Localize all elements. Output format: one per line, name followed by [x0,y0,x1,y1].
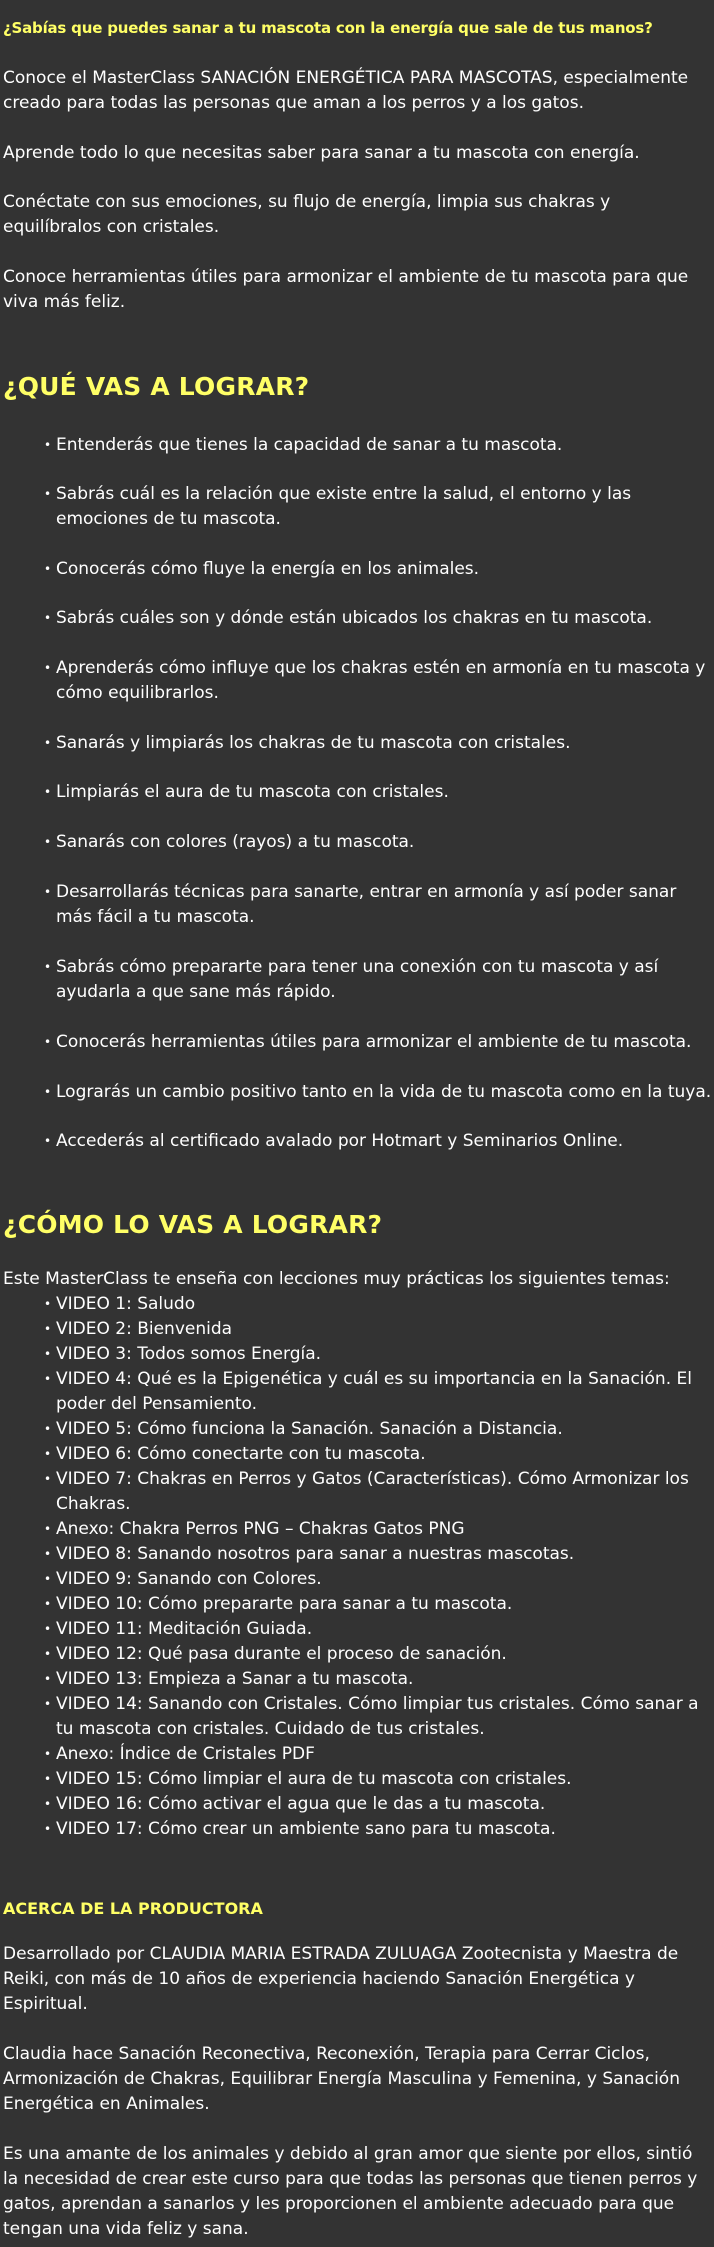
goal-item: • Lograrás un cambio positivo tanto en la vida de tu mascota como en la tuya. [44,1080,714,1105]
intro-paragraph-3: Conéctate con sus emociones, su flujo de energía, limpia sus chakras y equilíbralos con cristales. [3,192,611,237]
method-heading: ¿CÓMO LO VAS A LOGRAR? [3,1210,383,1239]
video-item: • VIDEO 16: Cómo activar el agua que le das a tu mascota. [44,1792,714,1817]
video-item: • VIDEO 7: Chakras en Perros y Gatos (Características). Cómo Armonizar los Chakras. [44,1467,714,1517]
video-item: • VIDEO 12: Qué pasa durante el proceso de sanación. [44,1642,714,1667]
video-item: • VIDEO 2: Bienvenida [44,1317,714,1342]
goal-item: • Entenderás que tienes la capacidad de sanar a tu mascota. [44,433,714,458]
goal-item: • Sabrás cuáles son y dónde están ubicados los chakras en tu mascota. [44,606,714,631]
video-item: • VIDEO 9: Sanando con Colores. [44,1567,714,1592]
goal-item: • Aprenderás cómo influye que los chakras estén en armonía en tu mascota y cómo equilibrarlos. [44,656,714,706]
goal-item: • Sabrás cómo prepararte para tener una conexión con tu mascota y así ayudarla a que sane más rápido. [44,955,714,1005]
producer-paragraph-1: Desarrollado por CLAUDIA MARIA ESTRADA ZULUAGA Zootecnista y Maestra de Reiki, con más de 10 años de experiencia haciendo Sanación Energética y Espiritual. [3,1944,679,2014]
intro-paragraph-4: Conoce herramientas útiles para armonizar el ambiente de tu mascota para que viva más feliz. [3,267,689,312]
goal-item: • Sanarás con colores (rayos) a tu mascota. [44,830,714,855]
intro-paragraph-2: Aprende todo lo que necesitas saber para sanar a tu mascota con energía. [3,143,640,163]
video-item: • VIDEO 4: Qué es la Epigenética y cuál es su importancia en la Sanación. El poder del Pensamiento. [44,1367,714,1417]
goal-item: • Sabrás cuál es la relación que existe entre la salud, el entorno y las emociones de tu mascota. [44,482,714,532]
video-item: • VIDEO 17: Cómo crear un ambiente sano para tu mascota. [44,1817,714,1842]
intro-heading: ¿Sabías que puedes sanar a tu mascota con la energía que sale de tus manos? [3,19,653,37]
video-item: • VIDEO 14: Sanando con Cristales. Cómo limpiar tus cristales. Cómo sanar a tu mascota con cristales. Cuidado de tus cristales. [44,1692,714,1742]
video-item: • VIDEO 5: Cómo funciona la Sanación. Sanación a Distancia. [44,1417,714,1442]
video-item: • VIDEO 13: Empieza a Sanar a tu mascota. [44,1667,714,1692]
video-item: • Anexo: Índice de Cristales PDF [44,1742,714,1767]
goal-item: • Conocerás cómo fluye la energía en los animales. [44,557,714,582]
goal-item: • Desarrollarás técnicas para sanarte, entrar en armonía y así poder sanar más fácil a tu mascota. [44,880,714,930]
producer-paragraph-3: Es una amante de los animales y debido al gran amor que siente por ellos, sintió la necesidad de crear este curso para que todas las personas que tienen perros y gatos, aprendan a sanarlos y les proporcionen el ambiente adecuado para que tengan una vida feliz y sana. [3,2144,698,2239]
goal-item: • Accederás al certificado avalado por Hotmart y Seminarios Online. [44,1129,714,1154]
producer-paragraph-2: Claudia hace Sanación Reconectiva, Reconexión, Terapia para Cerrar Ciclos, Armonización de Chakras, Equilibrar Energía Masculina y Femenina, y Sanación Energética en Animales. [3,2044,680,2114]
goal-item: • Limpiarás el aura de tu mascota con cristales. [44,780,714,805]
goal-item: • Conocerás herramientas útiles para armonizar el ambiente de tu mascota. [44,1030,714,1055]
video-item: • VIDEO 1: Saludo [44,1292,714,1317]
video-item: • Anexo: Chakra Perros PNG – Chakras Gatos PNG [44,1517,714,1542]
video-item: • VIDEO 6: Cómo conectarte con tu mascota. [44,1442,714,1467]
video-item: • VIDEO 8: Sanando nosotros para sanar a nuestras mascotas. [44,1542,714,1567]
producer-heading: ACERCA DE LA PRODUCTORA [3,1899,263,1918]
goals-heading: ¿QUÉ VAS A LOGRAR? [3,372,310,401]
intro-paragraph-1: Conoce el MasterClass SANACIÓN ENERGÉTICA PARA MASCOTAS, especialmente creado para todas las personas que aman a los perros y a los gatos. [3,68,689,113]
video-item: • VIDEO 11: Meditación Guiada. [44,1617,714,1642]
video-item: • VIDEO 3: Todos somos Energía. [44,1342,714,1367]
video-item: • VIDEO 15: Cómo limpiar el aura de tu mascota con cristales. [44,1767,714,1792]
video-item: • VIDEO 10: Cómo prepararte para sanar a tu mascota. [44,1592,714,1617]
goal-item: • Sanarás y limpiarás los chakras de tu mascota con cristales. [44,731,714,756]
method-intro: Este MasterClass te enseña con lecciones muy prácticas los siguientes temas: [3,1269,670,1289]
